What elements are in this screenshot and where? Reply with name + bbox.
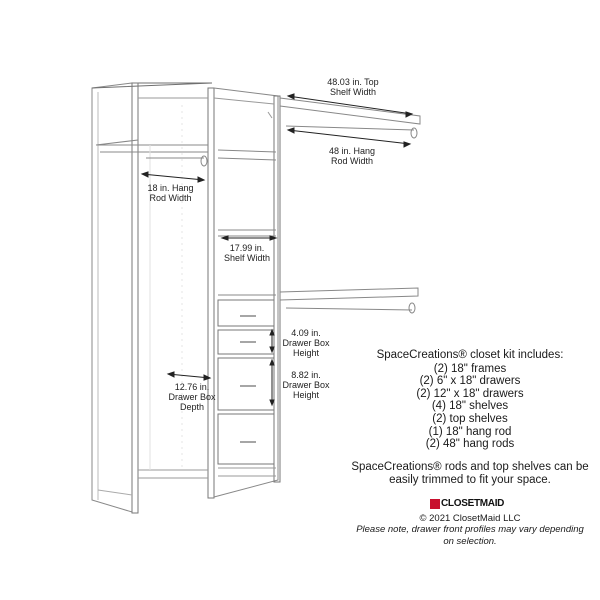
- drawer-depth-caption-2: Depth: [179, 402, 205, 412]
- hang-rod-18-value: 18 in. Hang: [147, 183, 194, 193]
- shelf-width-label: [214, 243, 280, 263]
- hang-rod-18-caption: Rod Width: [149, 193, 192, 203]
- top-shelf-width-label: [308, 77, 398, 97]
- kit-item: (2) top shelves: [432, 412, 508, 425]
- brand-name: CLOSETMAID: [441, 498, 505, 509]
- drawer-box-small-value: 4.09 in.: [291, 328, 321, 338]
- drawer-box-large-caption: Drawer Box: [282, 380, 330, 390]
- brand-mark-icon: [430, 499, 440, 509]
- trim-note: SpaceCreations® rods and top shelves can be easily trimmed to fit your space.: [351, 461, 589, 486]
- kit-item: (2) 48" hang rods: [425, 438, 515, 451]
- drawer-box-small-caption: Drawer Box: [282, 338, 330, 348]
- copyright: © 2021 ClosetMaid LLC: [419, 513, 521, 524]
- kit-item: (2) 18" frames: [433, 362, 507, 375]
- top-shelf-width-caption: Shelf Width: [329, 87, 377, 97]
- kit-title: SpaceCreations® closet kit includes:: [376, 349, 564, 361]
- kit-contents: [360, 349, 580, 451]
- drawer-depth-caption: Drawer Box: [168, 392, 216, 402]
- drawer-box-large-caption-2: Height: [292, 390, 319, 400]
- shelf-width-caption: Shelf Width: [223, 253, 271, 263]
- hang-rod-18-label: [133, 183, 208, 203]
- kit-item: (2) 12" x 18" drawers: [416, 387, 524, 400]
- drawer-box-small-height-label: [278, 328, 334, 358]
- kit-item: (1) 18" hang rod: [428, 425, 512, 438]
- disclaimer: Please note, drawer front profiles may vary depending on selection.: [356, 524, 584, 547]
- kit-item: (4) 18" shelves: [431, 400, 509, 413]
- top-shelf-width-value: 48.03 in. Top: [327, 77, 379, 87]
- shelf-width-value: 17.99 in.: [229, 243, 265, 253]
- hang-rod-48-value: 48 in. Hang: [328, 146, 376, 156]
- kit-item: (2) 6" x 18" drawers: [419, 375, 521, 388]
- hang-rod-48-label: [312, 146, 392, 166]
- brand-logo: [430, 498, 504, 509]
- hang-rod-48-caption: Rod Width: [330, 156, 374, 166]
- drawer-box-small-caption-2: Height: [292, 348, 319, 358]
- drawer-depth-value: 12.76 in.: [174, 382, 210, 392]
- drawer-depth-label: [162, 382, 222, 412]
- drawer-box-large-value: 8.82 in.: [291, 370, 321, 380]
- drawer-box-large-height-label: [278, 370, 334, 400]
